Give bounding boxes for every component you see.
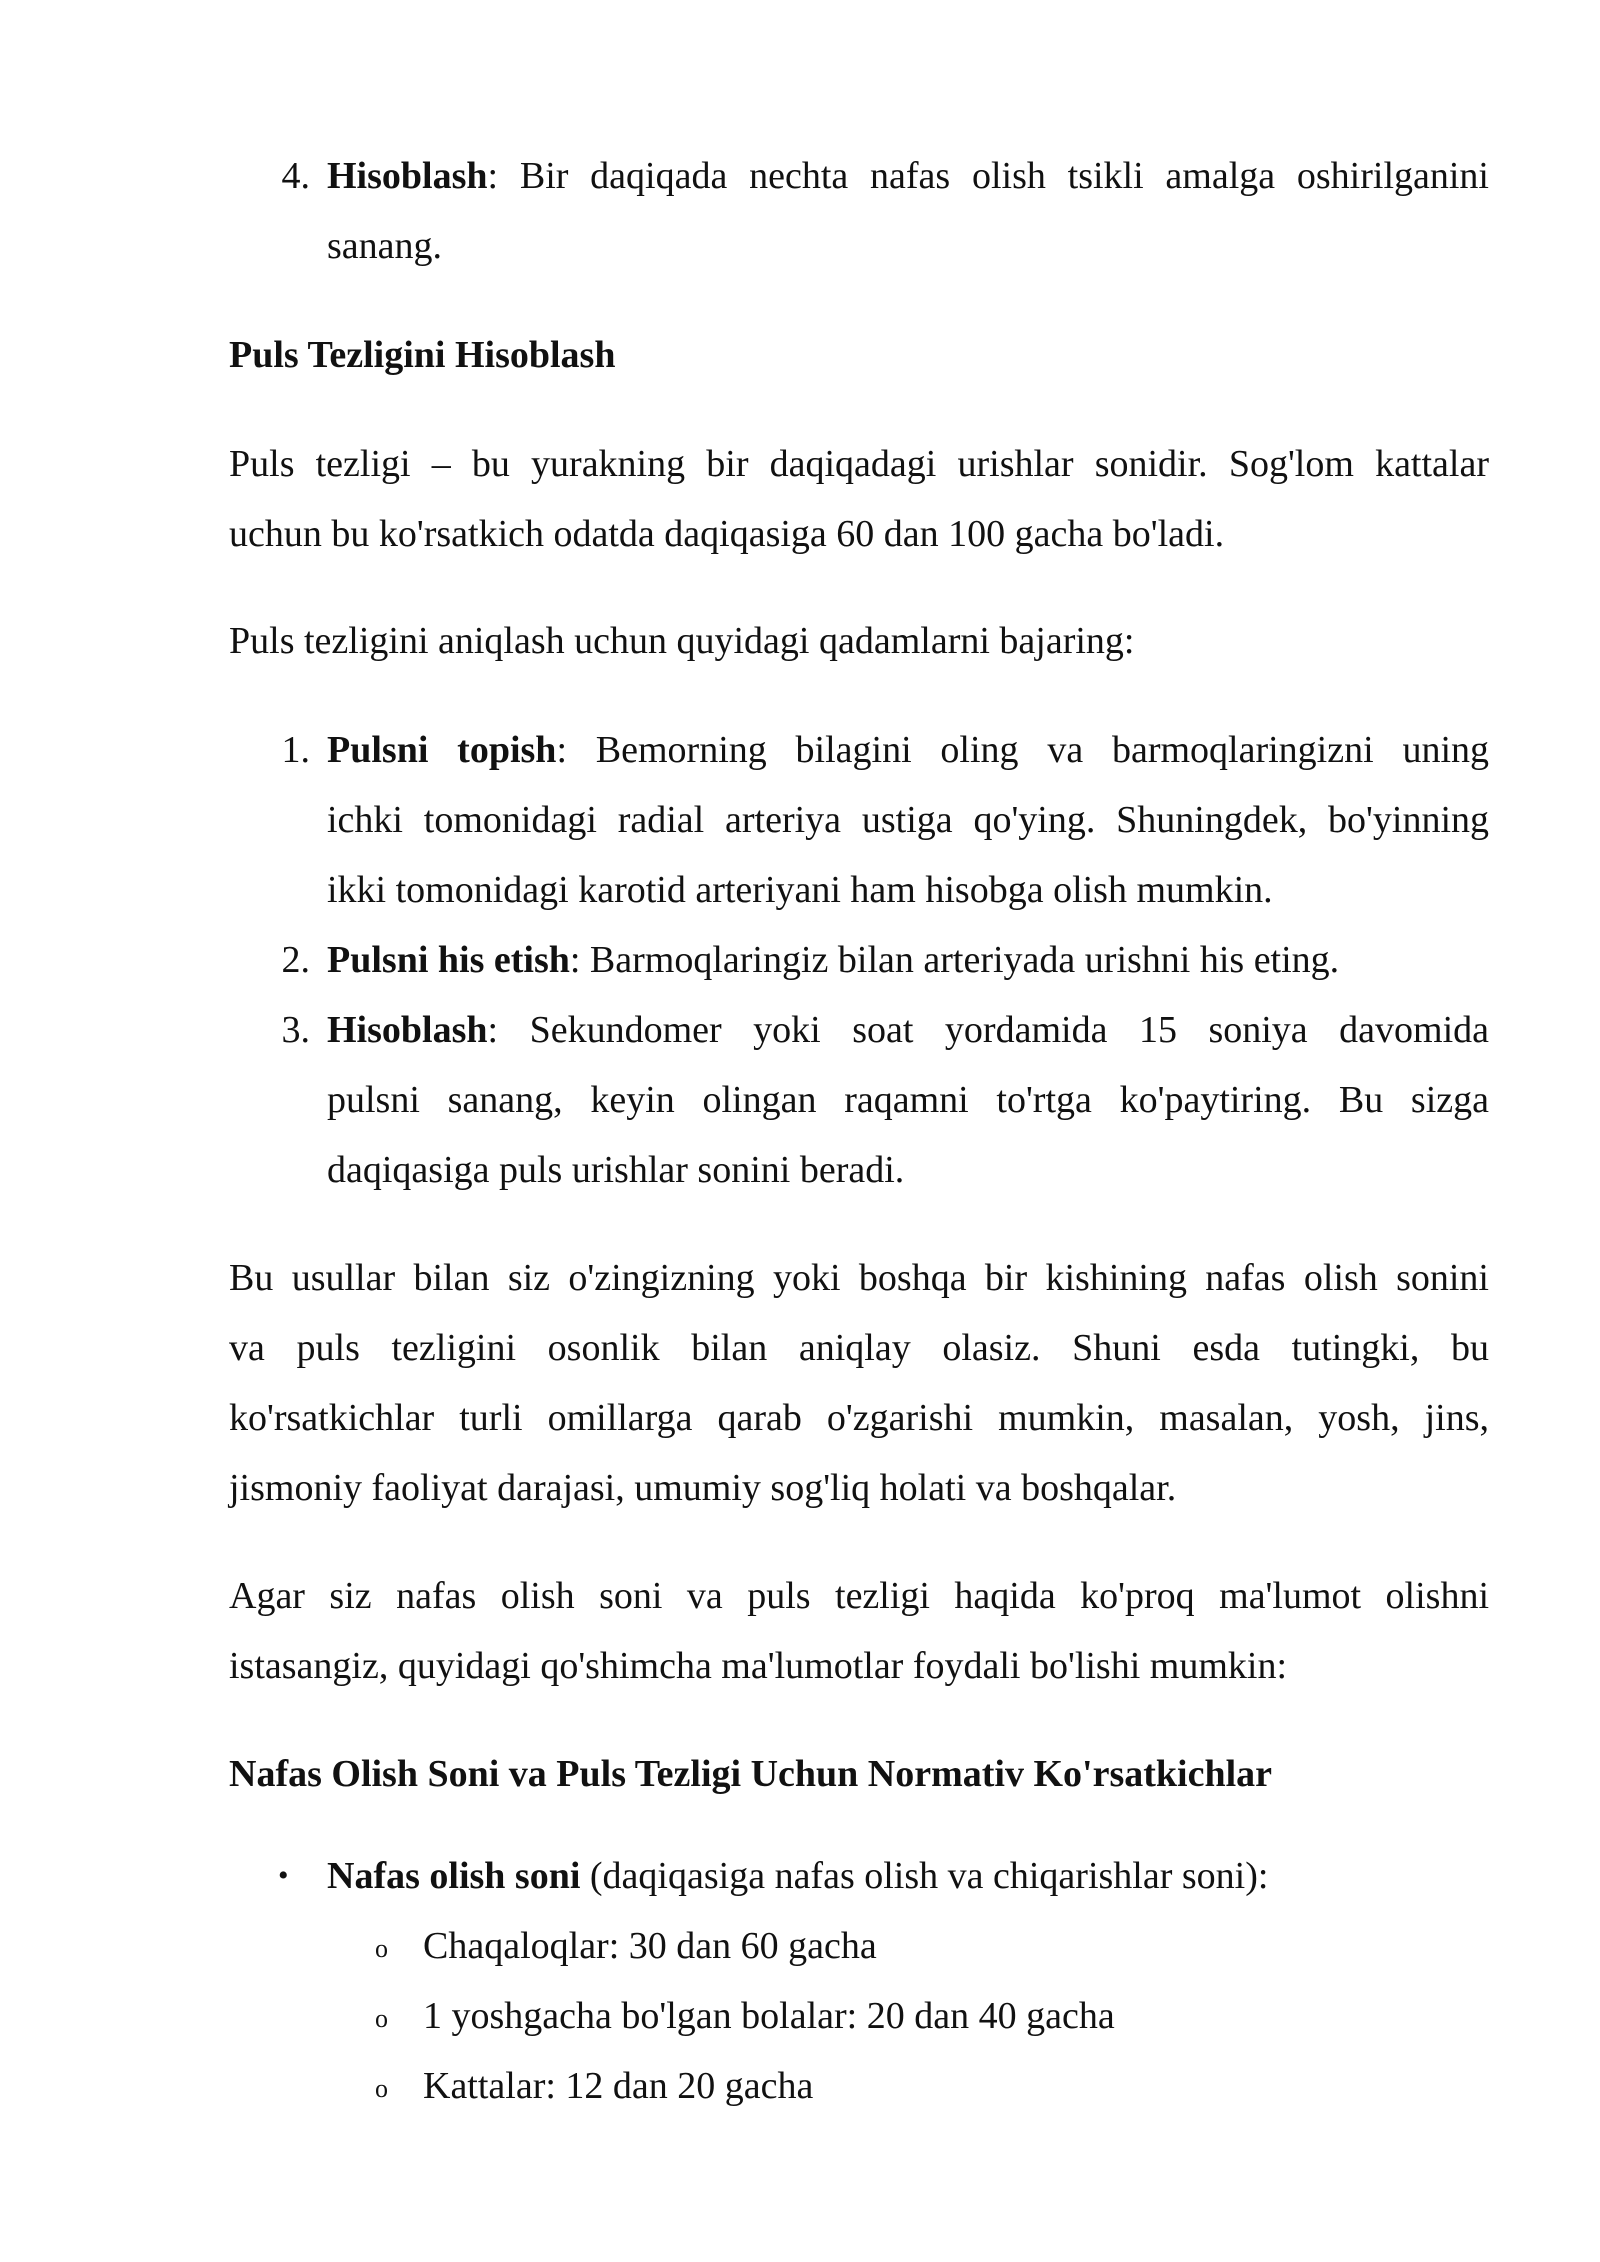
paragraph-line: jismoniy faoliyat darajasi, umumiy sog'liq holati va boshqalar. (229, 1467, 1177, 1509)
list-item-text: ichki tomonidagi radial arteriya ustiga qo'ying. Shuningdek, bo'yinning (327, 799, 1489, 841)
bullet-item-text: (daqiqasiga nafas olish va chiqarishlar soni): (580, 1855, 1269, 1897)
sub-list-item: Chaqaloqlar: 30 dan 60 gacha (423, 1925, 877, 1967)
paragraph-line: ko'rsatkichlar turli omillarga qarab o'zgarishi mumkin, masalan, yosh, jins, (229, 1397, 1489, 1439)
list-item-text: : Bemorning bilagini oling va barmoqlaringizni uning (556, 729, 1489, 771)
sub-bullet-icon: o (375, 1934, 388, 1963)
list-item (327, 153, 1489, 199)
sub-list-item: 1 yoshgacha bo'lgan bolalar: 20 dan 40 gacha (423, 1995, 1115, 2037)
bullet-item-title: Nafas olish soni (327, 1855, 581, 1897)
list-item-title: Pulsni topish (327, 729, 557, 771)
list-item-text: daqiqasiga puls urishlar sonini beradi. (327, 1149, 905, 1191)
list-item (327, 1007, 1489, 1053)
list-item (327, 727, 1489, 773)
sub-bullet-icon: o (375, 2074, 388, 2103)
list-number: 3. (281, 1009, 310, 1051)
bullet-item (327, 1853, 1268, 1899)
list-item-text: : Sekundomer yoki soat yordamida 15 soniya davomida (487, 1009, 1489, 1051)
paragraph-line: Puls tezligi – bu yurakning bir daqiqadagi urishlar sonidir. Sog'lom kattalar (229, 443, 1489, 485)
list-item (327, 937, 1339, 983)
sub-bullet-icon: o (375, 2004, 388, 2033)
paragraph-line: Bu usullar bilan siz o'zingizning yoki boshqa bir kishining nafas olish sonini (229, 1257, 1489, 1299)
paragraph-line: istasangiz, quyidagi qo'shimcha ma'lumotlar foydali bo'lishi mumkin: (229, 1645, 1288, 1687)
section-heading: Nafas Olish Soni va Puls Tezligi Uchun Normativ Ko'rsatkichlar (229, 1753, 1272, 1795)
list-number: 4. (281, 155, 310, 197)
paragraph-line: uchun bu ko'rsatkich odatda daqiqasiga 60 dan 100 gacha bo'ladi. (229, 513, 1225, 555)
list-item-text: : Bir daqiqada nechta nafas olish tsikli amalga oshirilganini (487, 155, 1489, 197)
list-number: 1. (281, 729, 310, 771)
paragraph-line: Agar siz nafas olish soni va puls tezligi haqida ko'proq ma'lumot olishni (229, 1575, 1489, 1617)
list-item-title: Hisoblash (327, 1009, 488, 1051)
list-number: 2. (281, 939, 310, 981)
list-item-title: Pulsni his etish (327, 939, 570, 981)
bullet-icon: • (278, 1859, 289, 1892)
list-item-text: ikki tomonidagi karotid arteriyani ham hisobga olish mumkin. (327, 869, 1273, 911)
list-item-title: Hisoblash (327, 155, 488, 197)
section-heading: Puls Tezligini Hisoblash (229, 334, 616, 376)
list-item-text: : Barmoqlaringiz bilan arteriyada urishni his eting. (569, 939, 1340, 981)
sub-list-item: Kattalar: 12 dan 20 gacha (423, 2065, 814, 2107)
paragraph-line: va puls tezligini osonlik bilan aniqlay olasiz. Shuni esda tutingki, bu (229, 1327, 1489, 1369)
paragraph-line: Puls tezligini aniqlash uchun quyidagi qadamlarni bajaring: (229, 620, 1135, 662)
list-item-text: sanang. (327, 225, 443, 267)
list-item-text: pulsni sanang, keyin olingan raqamni to'rtga ko'paytiring. Bu sizga (327, 1079, 1489, 1121)
